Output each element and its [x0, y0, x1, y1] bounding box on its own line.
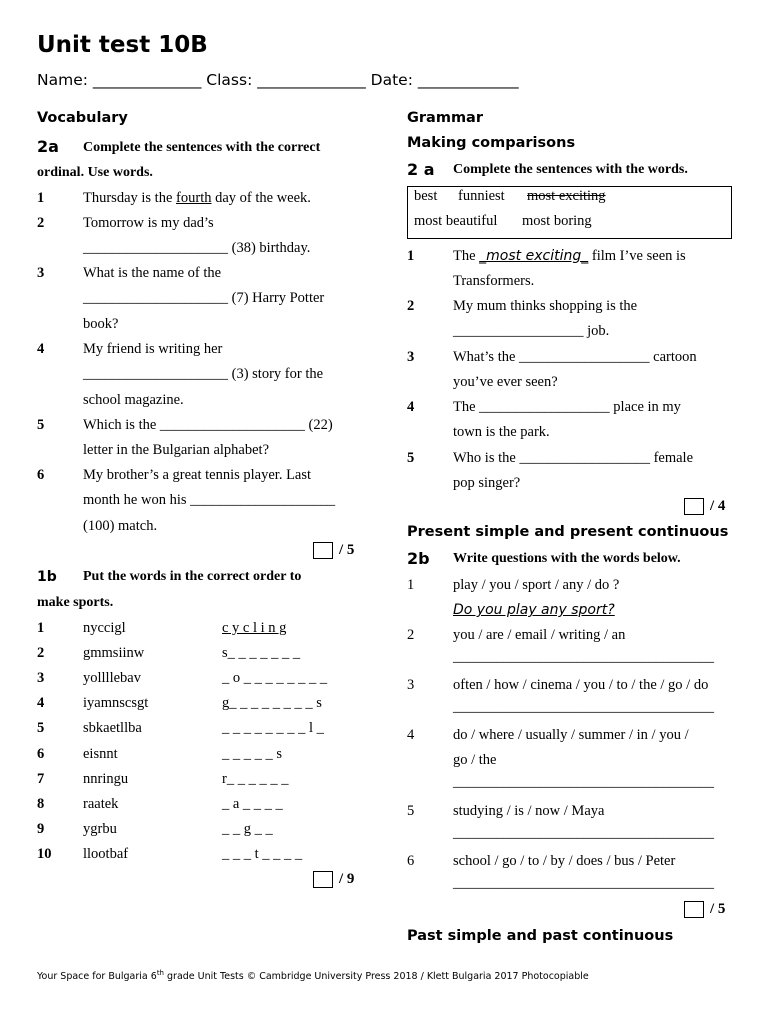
scrambled-word: raatek	[83, 795, 119, 812]
sentence-line: letter in the Bulgarian alphabet?	[83, 442, 270, 459]
exercise-1b-instruction-cont: make sports.	[37, 595, 114, 610]
exercise-1b-label: 1b	[37, 569, 57, 585]
score-checkbox[interactable]	[313, 871, 333, 888]
sentence-line	[453, 248, 686, 265]
score-box-2b[interactable]: / 5	[684, 901, 725, 918]
prompt-words: studying / is / now / Maya	[453, 803, 605, 819]
sentence-line: ____________________ (3) story for the	[83, 366, 324, 383]
sentence-line: ____________________ (7) Harry Potter	[83, 290, 325, 307]
item-number: 6	[37, 467, 45, 483]
item-number: 5	[37, 417, 45, 433]
grammar-2b-instruction: Write questions with the words below.	[453, 551, 681, 566]
answer-blank: _ _ _ _ _ s	[222, 745, 283, 762]
scrambled-word: llootbaf	[83, 845, 129, 862]
item-number: 5	[37, 720, 45, 737]
answer-blank: _ _ g _ _	[222, 820, 273, 837]
answer-line: ____________________________________	[453, 699, 714, 715]
score-checkbox[interactable]	[684, 901, 704, 918]
past-simple-heading: Past simple and past continuous	[407, 928, 674, 944]
scrambled-word: gmmsiinw	[83, 645, 145, 662]
item-number: 5	[407, 803, 415, 819]
item-number: 2	[407, 627, 415, 643]
example-answer: Do you play any sport?	[453, 602, 615, 618]
exercise-2a-label: 2a	[37, 137, 59, 156]
sentence-line: My brother’s a great tennis player. Last	[83, 467, 312, 483]
answer-line: ____________________________________	[453, 649, 714, 665]
answer-blank: r_ _ _ _ _ _	[222, 770, 289, 787]
sentence-line: you’ve ever seen?	[453, 374, 558, 390]
grammar-2b-label: 2b	[407, 549, 430, 568]
prompt-words: do / where / usually / summer / in / you /	[453, 727, 689, 743]
grammar-2a-instruction: Complete the sentences with the words.	[453, 162, 688, 177]
sentence-line: __________________ job.	[453, 323, 610, 339]
item-number: 1	[37, 190, 45, 206]
name-class-date-line: Name: ______________ Class: ______________ Date: _____________	[37, 71, 519, 89]
sentence-line: ____________________ (38) birthday.	[83, 240, 311, 257]
score-checkbox[interactable]	[313, 542, 333, 559]
score-box-1b[interactable]: / 9	[313, 871, 354, 888]
sentence-text: day of the week.	[211, 190, 311, 206]
footer: Your Space for Bulgaria 6th grade Unit Tests © Cambridge University Press 2018 / Klett Bulgaria 2017 Photocopiable	[37, 969, 589, 983]
score-box-2a-vocab[interactable]: / 5	[313, 542, 354, 559]
exercise-1b-instruction: Put the words in the correct order to	[83, 569, 302, 584]
sentence-line: The __________________ place in my	[453, 399, 681, 415]
answer-blank: g_ _ _ _ _ _ _ _ s	[222, 695, 322, 712]
sentence-line: What is the name of the	[83, 265, 222, 281]
answer-blank: _ o _ _ _ _ _ _ _ _	[222, 670, 328, 687]
score-checkbox[interactable]	[684, 498, 704, 515]
sentence-text: Thursday is the	[83, 190, 177, 206]
example-answer: fourth	[176, 190, 212, 206]
scrambled-word: ygrbu	[83, 820, 117, 837]
sentence-line: Transformers.	[453, 273, 535, 289]
sentence-line: My mum thinks shopping is the	[453, 298, 638, 314]
item-number: 3	[37, 265, 45, 281]
sentence-line: Who is the __________________ female	[453, 450, 694, 466]
item-number: 3	[407, 677, 415, 693]
item-number: 8	[37, 795, 45, 812]
sentence-line: Which is the ____________________ (22)	[83, 417, 333, 433]
item-number: 2	[37, 215, 45, 231]
sentence-line: My friend is writing her	[83, 341, 223, 357]
answer-blank: _ _ _ _ _ _ _ _ l _	[222, 720, 324, 737]
item-number: 10	[37, 845, 52, 862]
example-answer: _most exciting_	[479, 248, 589, 264]
item-number: 1	[37, 620, 45, 636]
prompt-words: often / how / cinema / you / to / the / go / do	[453, 677, 709, 693]
item-number: 4	[37, 341, 45, 357]
item-number: 1	[407, 577, 415, 593]
present-simple-heading: Present simple and present continuous	[407, 524, 729, 540]
item-number: 9	[37, 820, 45, 837]
exercise-2a-instruction-cont: ordinal. Use words.	[37, 165, 153, 180]
word-best: best	[414, 188, 438, 204]
score-box-2a-grammar[interactable]: / 4	[684, 498, 725, 515]
sentence-text: film I’ve seen is	[588, 248, 686, 264]
word-funniest: funniest	[458, 188, 505, 204]
sentence-line: Tomorrow is my dad’s	[83, 215, 214, 231]
item-number: 6	[37, 745, 45, 762]
sentence-line: What’s the __________________ cartoon	[453, 349, 697, 365]
answer-blank: _ _ _ t _ _ _ _	[222, 845, 303, 862]
grammar-heading: Grammar	[407, 110, 483, 126]
sentence-line: book?	[83, 315, 119, 332]
prompt-words: play / you / sport / any / do ?	[453, 577, 620, 593]
answer-line: ____________________________________	[453, 825, 714, 841]
sentence-line: month he won his ____________________	[83, 492, 336, 509]
item-number: 4	[407, 399, 415, 415]
grammar-2a-label: 2 a	[407, 160, 435, 179]
example-answer: c y c l i n g	[222, 620, 287, 636]
item-number: 4	[407, 727, 415, 743]
item-number: 2	[37, 645, 45, 662]
sentence-text: The	[453, 248, 480, 264]
sentence-line: town is the park.	[453, 424, 550, 440]
item-number: 3	[37, 670, 45, 687]
answer-blank: _ a _ _ _ _	[222, 795, 283, 812]
word-most-beautiful: most beautiful	[414, 213, 498, 229]
prompt-words: school / go / to / by / does / bus / Peter	[453, 853, 676, 869]
sentence-line: (100) match.	[83, 517, 158, 534]
page-title: Unit test 10B	[37, 32, 208, 58]
item-number: 6	[407, 853, 415, 869]
vocabulary-heading: Vocabulary	[37, 110, 128, 126]
sentence-line: pop singer?	[453, 475, 521, 491]
scrambled-word: sbkaetllba	[83, 720, 142, 737]
word-most-exciting: most exciting	[527, 188, 606, 204]
scrambled-word: iyamnscsgt	[83, 695, 149, 712]
item-number: 7	[37, 770, 45, 787]
word-most-boring: most boring	[522, 213, 592, 229]
item-number: 5	[407, 450, 415, 466]
answer-blank: s_ _ _ _ _ _ _	[222, 645, 301, 662]
scrambled-word: nnringu	[83, 770, 129, 787]
making-comparisons-heading: Making comparisons	[407, 135, 576, 151]
item-number: 3	[407, 349, 415, 365]
sentence-line: school magazine.	[83, 391, 184, 408]
sentence-line	[83, 190, 311, 207]
item-number: 2	[407, 298, 415, 314]
scrambled-word: eisnnt	[83, 745, 118, 762]
item-number: 1	[407, 248, 415, 264]
scrambled-word: yollllebav	[83, 670, 141, 687]
prompt-words: you / are / email / writing / an	[453, 627, 626, 643]
item-number: 4	[37, 695, 45, 712]
prompt-words: go / the	[453, 752, 497, 768]
scrambled-word: nyccigl	[83, 620, 126, 636]
exercise-2a-instruction: Complete the sentences with the correct	[83, 140, 321, 155]
answer-line: ____________________________________	[453, 774, 714, 790]
answer-line: ____________________________________	[453, 875, 714, 891]
